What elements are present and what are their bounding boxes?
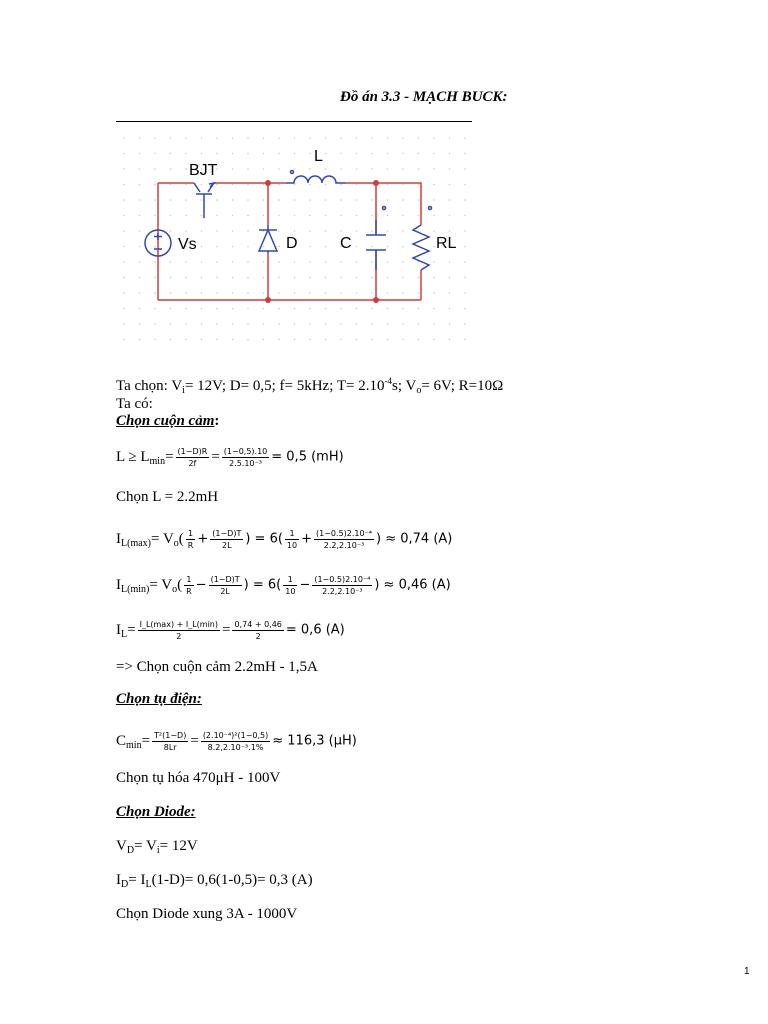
diode-heading: Chọn Diode: [116,804,196,820]
label-bjt: BJT [189,162,218,179]
label-c: C [340,235,352,252]
label-l: L [314,148,323,165]
ilmin-formula: $I_{L(min)}= V_o$( $\frac{1}{R}$ − $\frac{(1-D)T}{2L}$ ) = 6( $\frac{1}{10}$ − $\frac{\text{(1−0.5)2.10⁻⁴}}{\text{2.2,2.10⁻³}}$ ) ≈ 0,46 (A) [116,575,451,596]
label-rl: RL [436,235,457,252]
lmin-formula: $L \ge L_{min}=$ $\frac{(1-D)R}{2f}$ = $\frac{(1-0,5).10}{\text{2.5.10⁻³}}$ = 0,5 (mH) [116,447,344,468]
cmin-formula: $C_{min}=$ $\frac{\text{T²(1−D)}}{8Lr}$ = $\frac{\text{(2.10⁻⁴)²(1−0,5)}}{\text{8.2,2.10⁻³.1\%}}$ ≈ 116,3 (μH) [116,731,357,752]
capacitor-heading: Chọn tụ điện: [116,691,202,707]
capacitor-choice: Chọn tụ hóa 470μH - 100V [116,770,281,786]
id-line: $I_D= I_L(1-D)= 0,6(1-0,5)= 0,3$ (A) [116,872,313,890]
given-values: Ta chọn: $V_i= 12V$; D= 0,5; f= 5kHz; $T= 2.10^{-4}s$; $V_o= 6V$; R=10Ω [116,376,504,396]
ta-co-line: Ta có: [116,396,153,412]
il-formula: $I_L=$ $\frac{I\_L(\max) + I\_L(\min)}{2}$ = $\frac{0,74 + 0,46}{2}$ = 0,6 (A) [116,620,345,641]
label-vs: Vs [178,236,197,253]
diode-choice: Chọn Diode xung 3A - 1000V [116,906,298,922]
document-title: Đồ án 3.3 - MẠCH BUCK: [340,89,508,105]
title-rule [116,121,472,122]
page-number: 1 [744,966,750,977]
choose-l: Chọn L = 2.2mH [116,489,219,505]
inductor-conclusion: => Chọn cuộn cảm 2.2mH - 1,5A [116,659,318,675]
vd-line: $V_D= V_i= 12V$ [116,838,198,856]
inductor-heading: Chọn cuộn cảm: [116,413,220,429]
label-d: D [286,235,298,252]
ilmax-formula: $I_{L(max)}= V_o$( $\frac{1}{R}$ + $\frac{(1-D)T}{2L}$ ) = 6( $\frac{1}{10}$ + $\frac{\text{(1−0.5)2.10⁻⁴}}{\text{2.2,2.10⁻³}}$ ) ≈ 0,74 (A) [116,529,453,550]
buck-circuit-diagram [116,130,471,350]
